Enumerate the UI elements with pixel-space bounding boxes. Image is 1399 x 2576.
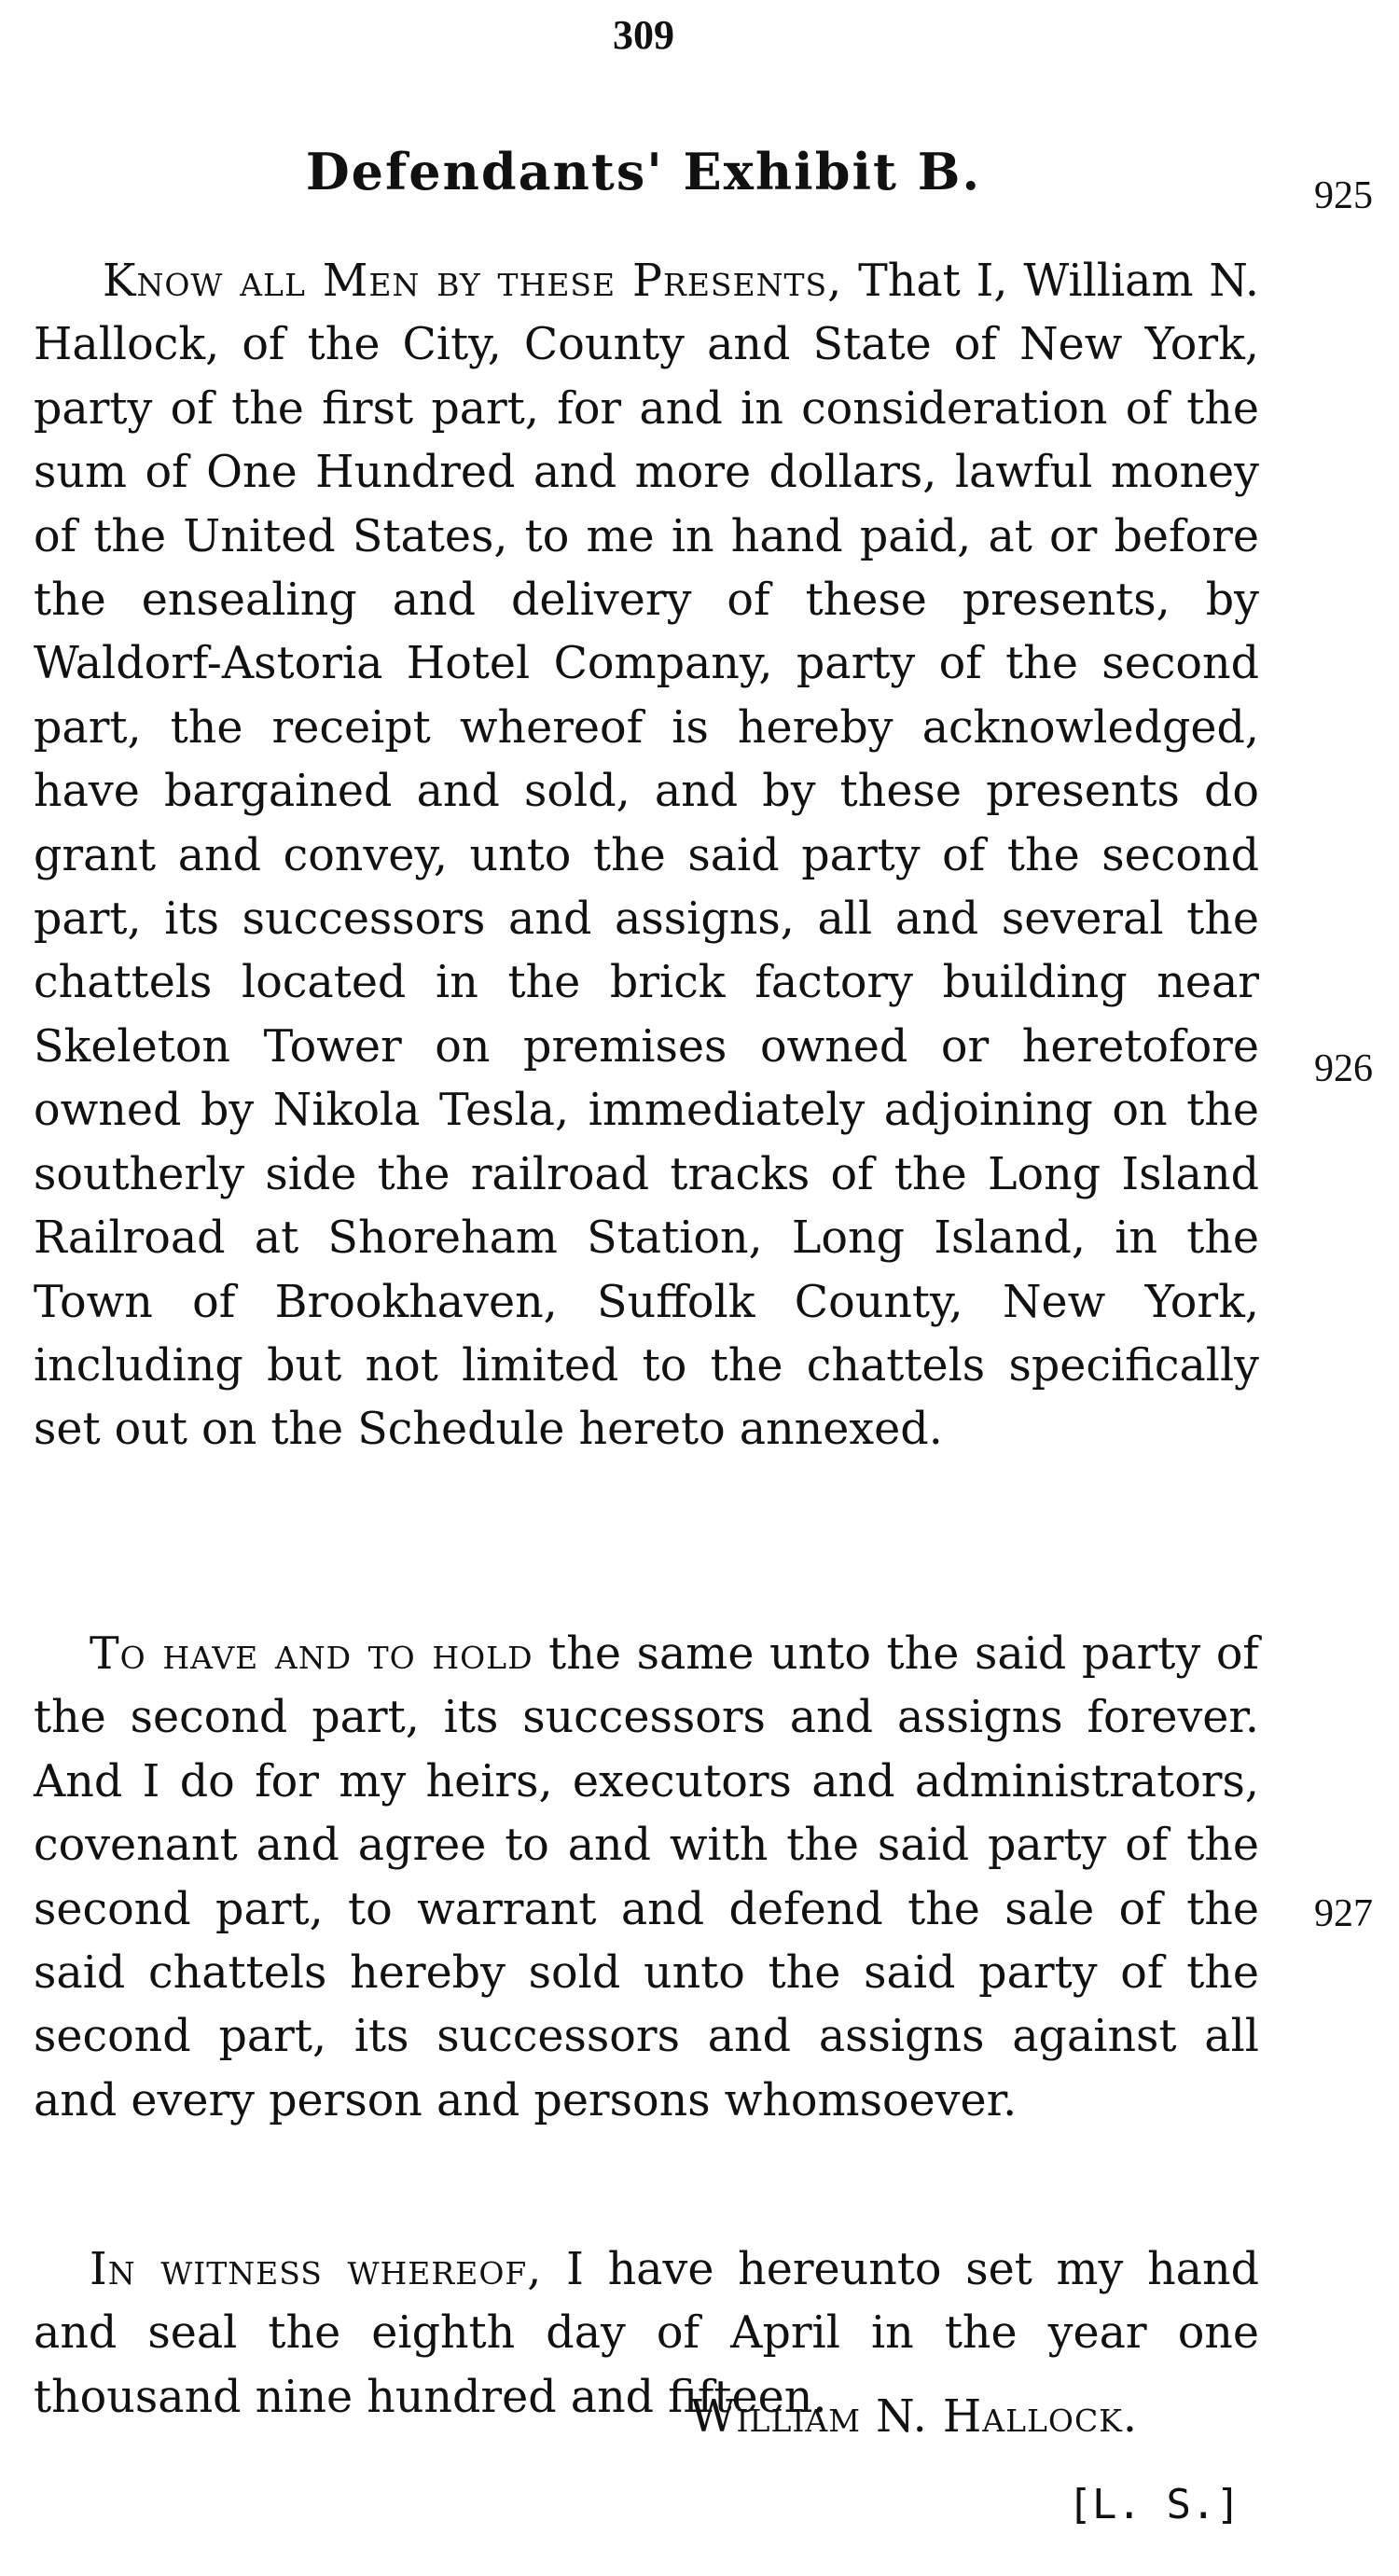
seal-mark: [L. S.] [1067, 2481, 1240, 2528]
signature: William N. Hallock. [689, 2391, 1138, 2443]
paragraph-lead: In witness whereof, [90, 2244, 543, 2295]
margin-number-926: 926 [1314, 1047, 1373, 1090]
paragraph-conveyance [34, 250, 1259, 1462]
paragraph-body: I have hereunto set my hand and seal the eighth day of April in the year one thousand nine hundred and fifteen. [34, 2244, 1259, 2423]
exhibit-title: Defendants' Exhibit B. [305, 142, 982, 201]
margin-number-927: 927 [1314, 1892, 1373, 1935]
paragraph-body: That I, William N. Hallock, of the City, County and State of New York, party of the first part, for and in consideration of the sum of One Hundred and more dollars, lawful money of the United States, to me in hand paid, at or before the ensealing and delivery of these presents, by Waldorf-Astoria Hotel Company, party of the second part, the receipt whereof is hereby acknowledged, have bargained and sold, and by these presents do grant and convey, unto the said party of the second part, its successors and assigns, all and several the chattels located in the brick factory building near Skeleton Tower on premises owned or heretofore owned by Nikola Tesla, immediately adjoining on the southerly side the railroad tracks of the Long Island Railroad at Shoreham Station, Long Island, in the Town of Brookhaven, Suffolk County, New York, including but not limited to the chattels specifically set out on the Schedule hereto annexed. [34, 256, 1260, 1456]
paragraph-warranty [34, 1623, 1259, 2133]
paragraph-lead: Know all Men by these Presents, [103, 256, 843, 307]
margin-number-925: 925 [1314, 174, 1373, 217]
paragraph-body: the same unto the said party of the second part, its successors and assigns forever. And I do for my heirs, executors and administrators, covenant and agree to and with the said party of the second part, to warrant and defend the sale of the said chattels hereby sold unto the said party of the second part, its successors and assigns against all and every person and persons whomsoever. [34, 1628, 1260, 2126]
paragraph-lead: To have and to hold [90, 1628, 533, 1680]
page-number: 309 [613, 12, 674, 58]
